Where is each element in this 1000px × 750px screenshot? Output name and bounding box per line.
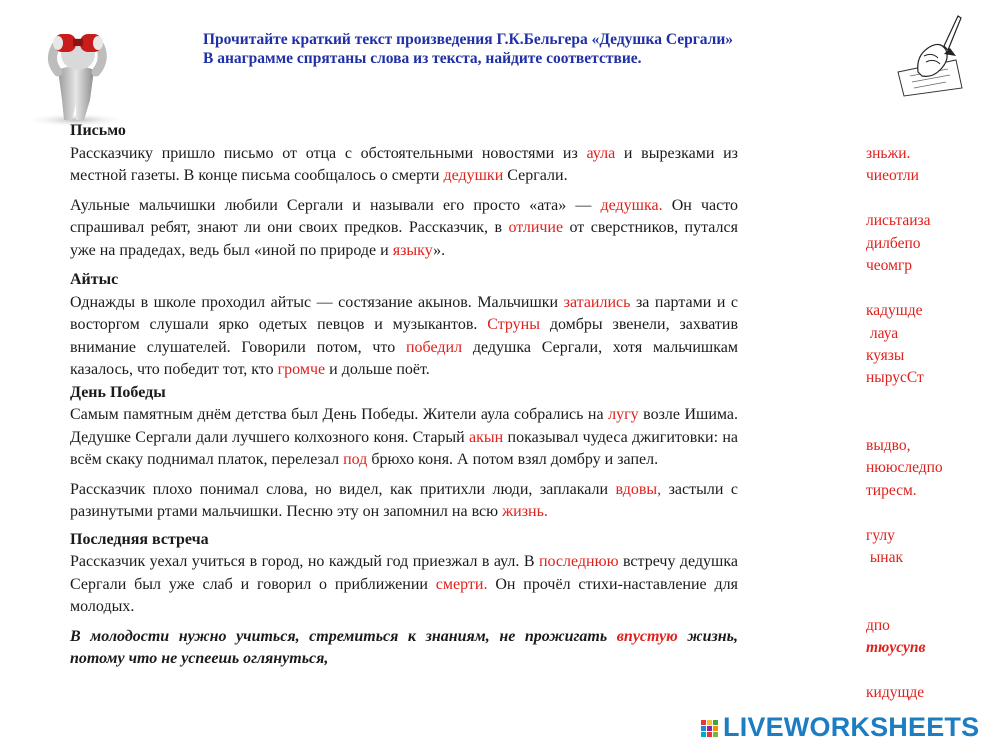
paragraph-5 [70,479,738,524]
liveworksheets-wordmark: LIVEWORKSHEETS [723,711,980,742]
section-heading-last-meeting: Последняя встреча [70,530,209,548]
section-heading-victory-day: День Победы [70,383,166,401]
anagram-word: тюусупв [866,639,926,656]
anagram-word: лауа [866,325,899,342]
highlighted-word: громче [277,361,326,378]
highlighted-word: жизнь. [502,503,548,520]
quote-paragraph [70,626,738,671]
section-heading-letter: Письмо [70,122,126,139]
anagram-word: зньжи. [866,145,911,162]
story-text [70,120,738,671]
text-segment: застыли с разинутыми ртами мальчишки. Песню эту он запомнил на всю [70,480,739,520]
writing-hand-icon [888,12,968,97]
liveworksheets-logo [700,710,996,744]
text-segment: за партами и с восторгом слушали ярко одетых певцов и музыкантов. [70,293,738,333]
text-segment: Он прочёл стихи-наставление для молодых. [70,575,738,615]
highlighted-word: впустую [616,627,678,645]
text-segment: и дольше поёт. [325,361,430,378]
text-segment: Рассказчик уехал учиться в город, но каждый год приезжал в аул. В [70,553,539,570]
highlighted-word: языку [392,241,434,259]
binoculars-figure-icon [18,20,140,128]
text-segment: Рассказчику пришло письмо от отца с обстоятельными новостями из [70,144,587,162]
anagram-word: выдво, [866,437,911,454]
anagram-word: ынак [866,549,903,566]
anagram-word: куязы [866,347,905,364]
highlighted-word: последнюю [538,553,619,570]
anagram-word: чиеотли [866,167,919,184]
paragraph-6 [70,551,738,619]
highlighted-word: акын [469,428,504,446]
anagram-word: гулу [866,527,895,544]
paragraph-4 [70,404,738,472]
text-segment: показывал чудеса джигитовки: на всём скаку поднимал платок, перелезал [70,428,739,468]
text-segment: домбры звенели, захватив внимание слушателей. Говорили потом, что [70,316,738,356]
highlighted-word: Струны [487,316,540,333]
instructions-line-2: В анаграмме спрятаны слова из текста, найдите соответствие. [203,50,642,67]
text-segment: жизнь, потому что не успеешь оглянуться, [70,627,738,667]
highlighted-word: затаились [563,293,631,311]
highlighted-word: лугу [608,406,639,423]
text-segment: от сверстников, путался уже на прадедах, ведь был «иной по природе и [70,219,738,259]
paragraph-3 [70,292,738,382]
text-segment: Сергали. [503,167,568,184]
highlighted-word: аула [586,144,616,162]
text-segment: Самым памятным днём детства был День Победы. Жители аула собрались на [70,406,609,423]
anagram-word: лисьтаиза [866,212,931,229]
text-segment: встречу дедушка Сергали был уже слаб и говорил о приближении [70,553,739,593]
text-segment: возле Ишима. Дедушке Сергали дали лучшего колхозного коня. Старый [70,406,739,446]
text-segment: Рассказчик плохо понимал слова, но видел, как притихли люди, заплакали [70,480,616,498]
highlighted-word: дедушки [443,167,504,184]
highlighted-word: смерти. [435,575,488,593]
text-segment: ». [433,241,446,259]
instructions-line-1: Прочитайте краткий текст произведения Г.К.Бельгера «Дедушка Сергали» [203,31,734,48]
text-segment: В молодости нужно учиться, стремиться к знаниям, не прожигать [70,627,617,645]
text-segment: брюхо коня. А потом взял домбру и запел. [367,451,659,468]
anagram-word: нырусСт [866,369,924,386]
text-segment: Он часто спрашивал ребят, знают ли они своих предков. Рассказчик, в [70,196,738,236]
text-segment: и вырезками из местной газеты. В конце письма сообщалось о смерти [70,144,739,184]
anagram-word: тиресм. [866,482,917,499]
highlighted-word: дедушка. [600,196,663,214]
highlighted-word: победил [405,338,463,356]
anagram-word: нююследпо [866,459,943,476]
anagram-word: кидущде [866,684,925,701]
highlighted-word: вдовы, [615,480,662,498]
paragraph-2 [70,195,738,263]
text-segment: Аульные мальчишки любили Сергали и называли его просто «ата» — [70,196,601,214]
anagram-word: дпо [866,617,890,634]
paragraph-1 [70,143,738,188]
section-heading-aitys: Айтыс [70,271,119,288]
anagram-word: кадушде [866,302,923,319]
text-segment: дедушка Сергали, хотя мальчишкам казалось, что победит тот, кто [70,338,738,378]
highlighted-word: под [343,451,368,468]
highlighted-word: отличие [508,219,564,236]
anagram-word: дилбепо [866,235,921,252]
text-segment: Однажды в школе проходил айтыс — состязание акынов. Мальчишки [70,293,564,311]
liveworksheets-logo-icon [700,712,720,742]
anagram-word: чеомгр [866,257,913,274]
instructions-header [203,30,883,68]
